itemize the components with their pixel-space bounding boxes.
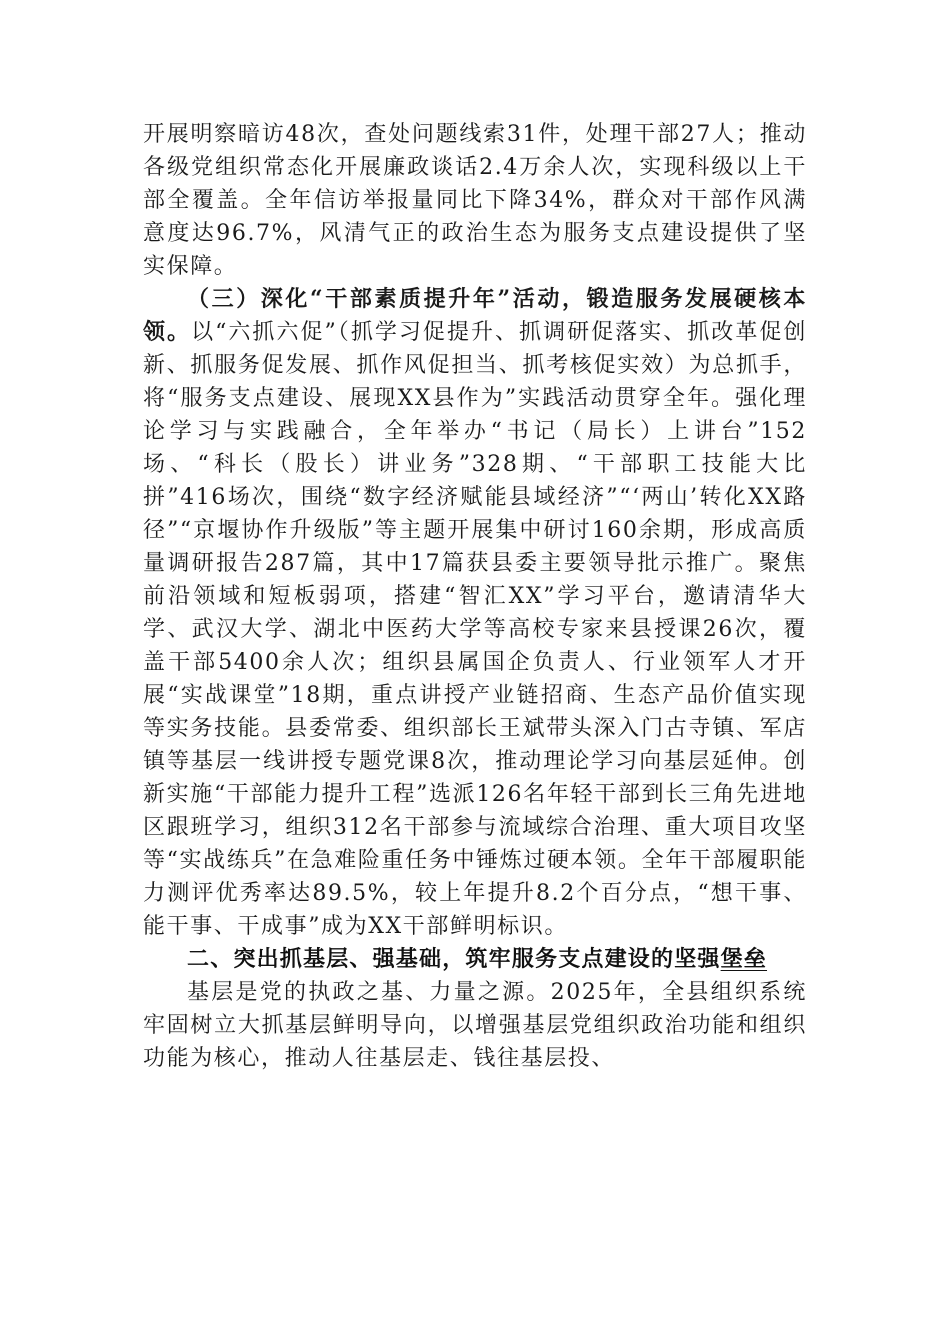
section-subheading: （三）深化“干部素质提升年”活动，锻造服务发展硬核本领。 <box>143 286 807 345</box>
paragraph-text: 基层是党的执政之基、力量之源。2025年，全县组织系统牢固树立大抓基层鲜明导向，以增强基层党组织政治功能和组织功能为核心，推动人往基层走、钱往基层投、 <box>143 980 807 1071</box>
paragraph-text: 以“六抓六促”（抓学习促提升、抓调研促落实、抓改革促创新、抓服务促发展、抓作风促担当、抓考核促实效）为总抓手，将“服务支点建设、展现XX县作为”实践活动贯穿全年。强化理论学习与实践融合，全年举办“书记（局长）上讲台”152场、“科长（股长）讲业务”328期、“干部职工技能大比拼”416场次，围绕“数字经济赋能县域经济”“‘两山’转化XX路径”“京堰协作升级版”等主题开展集中研讨160余期，形成高质量调研报告287篇，其中17篇获县委主要领导批示推广。聚焦前沿领域和短板弱项，搭建“智汇XX”学习平台，邀请清华大学、武汉大学、湖北中医药大学等高校专家来县授课26次，覆盖干部5400余人次；组织县属国企负责人、行业领军人才开展“实战课堂”18期，重点讲授产业链招商、生态产品价值实现等实务技能。县委常委、组织部长王斌带头深入门古寺镇、军店镇等基层一线讲授专题党课8次，推动理论学习向基层延伸。创新实施“干部能力提升工程”选派126名年轻干部到长三角先进地区跟班学习，组织312名干部参与流域综合治理、重大项目攻坚等“实战练兵”在急难险重任务中锤炼过硬本领。全年干部履职能力测评优秀率达89.5%，较上年提升8.2个百分点，“想干事、能干事、干成事”成为XX干部鲜明标识。 <box>143 320 808 939</box>
paragraph-grassroots-intro <box>143 976 807 1075</box>
paragraph-cadre-quality <box>143 283 807 943</box>
paragraph-text: 开展明察暗访48次，查处问题线索31件，处理干部27人；推动各级党组织常态化开展廉政谈话2.4万余人次，实现科级以上干部全覆盖。全年信访举报量同比下降34%，群众对干部作风满意度达96.7%，风清气正的政治生态为服务支点建设提供了坚实保障。 <box>143 122 807 279</box>
heading-text: 二、突出抓基层、强基础，筑牢服务支点建设的坚强 <box>187 947 721 972</box>
section-heading-grassroots <box>143 943 807 976</box>
heading-text-underlined: 堡垒 <box>720 947 768 972</box>
document-page <box>143 118 807 1075</box>
paragraph-discipline-results <box>143 118 807 283</box>
